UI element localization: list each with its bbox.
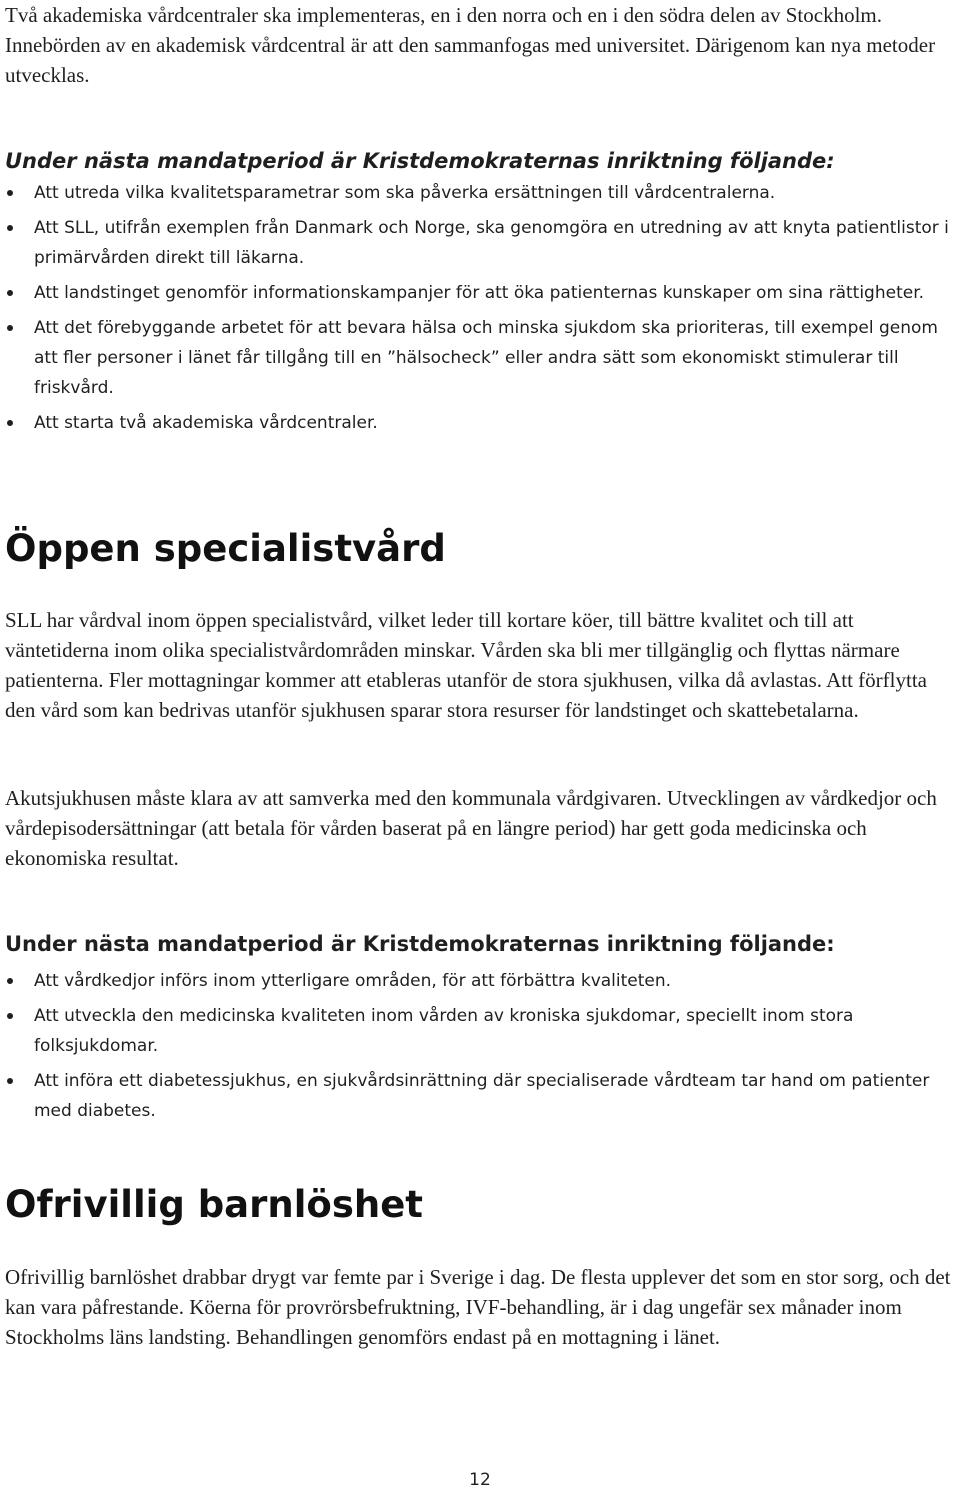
page-number: 12 [469,1470,491,1490]
list-item: Att utreda vilka kvalitetsparametrar som ska påverka ersättningen till vårdcentralerna. [5,178,955,208]
section1-bullet-list [5,178,955,443]
bullet-icon [7,290,13,296]
intro-paragraph: Två akademiska vårdcentraler ska implementeras, en i den norra och en i den södra delen av Stockholm. Innebörden av en akademisk vårdcentral är att den sammanfogas med universitet. Därigenom kan nya metoder utvecklas. [5,3,936,87]
bullet-icon [7,225,13,231]
list-item: Att starta två akademiska vårdcentraler. [5,408,955,438]
section1-subheading: Under nästa mandatperiod är Kristdemokraternas inriktning följande: [5,149,835,173]
barnloshet-paragraph: Ofrivillig barnlöshet drabbar drygt var femte par i Sverige i dag. De flesta upplever det som en stor sorg, och det kan vara påfrestande. Köerna för provrörsbefruktning, IVF-behandling, är i dag ungefär sex månader inom Stockholms läns landsting. Behandlingen genomförs endast på en mottagning i länet. [5,1265,951,1349]
heading-ofrivillig-barnloshet: Ofrivillig barnlöshet [5,1183,423,1226]
bullet-icon [7,1013,13,1019]
list-item: Att det förebyggande arbetet för att bevara hälsa och minska sjukdom ska prioriteras, till exempel genom att fler personer i länet får tillgång till en ”hälsocheck” eller andra sätt som ekonomiskt stimulerar till friskvård. [5,313,955,403]
list-item: Att utveckla den medicinska kvaliteten inom vården av kroniska sjukdomar, speciellt inom stora folksjukdomar. [5,1001,955,1061]
list-item: Att införa ett diabetessjukhus, en sjukvårdsinrättning där specialiserade vårdteam tar hand om patienter med diabetes. [5,1066,955,1126]
bullet-icon [7,1078,13,1084]
heading-oppen-specialistvard: Öppen specialistvård [5,527,446,570]
bullet-icon [7,978,13,984]
bullet-icon [7,190,13,196]
list-item: Att vårdkedjor införs inom ytterligare områden, för att förbättra kvaliteten. [5,966,955,996]
oppen-paragraph-2: Akutsjukhusen måste klara av att samverka med den kommunala vårdgivaren. Utvecklingen av vårdkedjor och vårdepisodersättningar (att betala för vården baserat på en längre period) har gett goda medicinska och ekonomiska resultat. [5,786,937,870]
list-item: Att landstinget genomför informationskampanjer för att öka patienternas kunskaper om sina rättigheter. [5,278,955,308]
list-item: Att SLL, utifrån exemplen från Danmark och Norge, ska genomgöra en utredning av att knyta patientlistor i primärvården direkt till läkarna. [5,213,955,273]
bullet-icon [7,420,13,426]
oppen-subheading: Under nästa mandatperiod är Kristdemokraternas inriktning följande: [5,932,835,956]
oppen-bullet-list [5,966,955,1131]
oppen-paragraph-1: SLL har vårdval inom öppen specialistvård, vilket leder till kortare köer, till bättre kvalitet och till att väntetiderna inom olika specialistvårdområden minskar. Vården ska bli mer tillgänglig och flyttas närmare patienterna. Fler mottagningar kommer att etableras utanför de stora sjukhusen, vilka då avlastas. Att förflytta den vård som kan bedrivas utanför sjukhusen sparar stora resurser för landstinget och skattebetalarna. [5,608,927,722]
bullet-icon [7,325,13,331]
